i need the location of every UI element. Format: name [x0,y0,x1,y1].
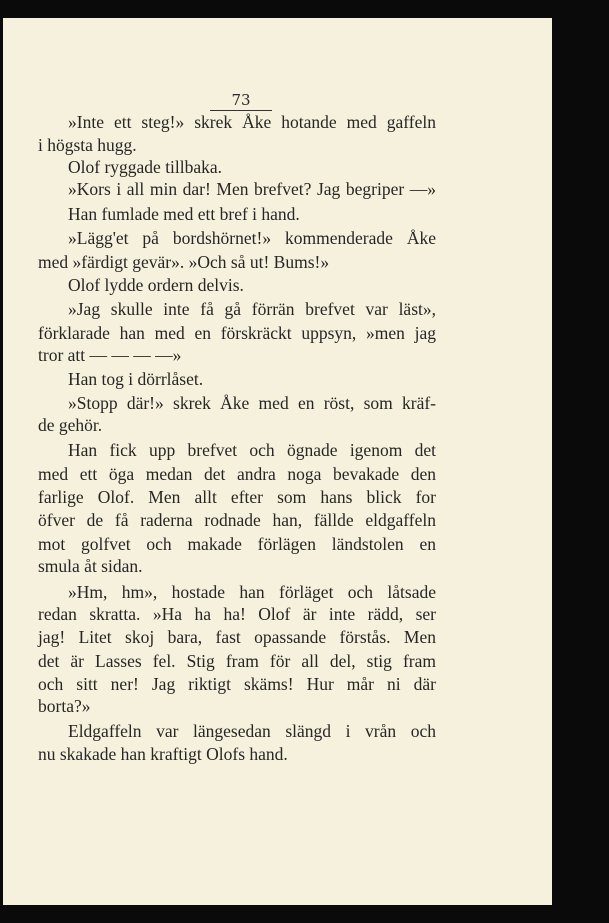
text-line: och sitt ner! Jag riktigt skäms! Hur mår ni där [38,674,436,694]
text-line: Olof ryggade tillbaka. [68,157,223,177]
text-line: tror att — — — —» [38,345,182,365]
text-line: förklarade han med en förskräckt uppsyn, »men jag [38,323,436,343]
text-line: redan skratta. »Ha ha ha! Olof är inte rädd, ser [38,604,436,624]
text-line: med ett öga medan det andra noga bevakade den [38,464,436,484]
text-line: nu skakade han kraftigt Olofs hand. [38,744,288,764]
text-line: Han fick upp brefvet och ögnade igenom det [68,440,436,460]
text-line: de gehör. [38,415,103,435]
text-line: Olof lydde ordern delvis. [68,275,244,295]
text-line: »Stopp där!» skrek Åke med en röst, som kräf- [68,393,436,413]
text-line: »Kors i all min dar! Men brefvet? Jag begriper —» [68,179,436,199]
text-line: »Hm, hm», hostade han förläget och låtsade [68,582,436,602]
text-line: det är Lasses fel. Stig fram för all del, stig fram [38,651,436,671]
text-line: »Inte ett steg!» skrek Åke hotande med gaffeln [68,112,436,132]
text-line: öfver de få raderna rodnade han, fällde eldgaffeln [38,510,436,530]
text-line: borta?» [38,696,91,716]
text-line: med »färdigt gevär». »Och så ut! Bums!» [38,252,330,272]
text-line: smula åt sidan. [38,556,143,576]
text-line: Eldgaffeln var längesedan slängd i vrån och [68,721,436,741]
page-number: 73 [210,90,272,111]
text-line: »Jag skulle inte få gå förrän brefvet var läst», [68,299,436,319]
text-line: jag! Litet skoj bara, fast opassande förstås. Men [38,627,436,647]
text-line: »Lägg'et på bordshörnet!» kommenderade Åke [68,228,436,248]
text-line: i högsta hugg. [38,135,137,155]
text-line: farlige Olof. Men allt efter som hans blick for [38,487,436,507]
text-line: mot golfvet och makade förlägen ländstolen en [38,534,436,554]
text-line: Han fumlade med ett bref i hand. [68,204,300,224]
text-line: Han tog i dörrlåset. [68,369,204,389]
